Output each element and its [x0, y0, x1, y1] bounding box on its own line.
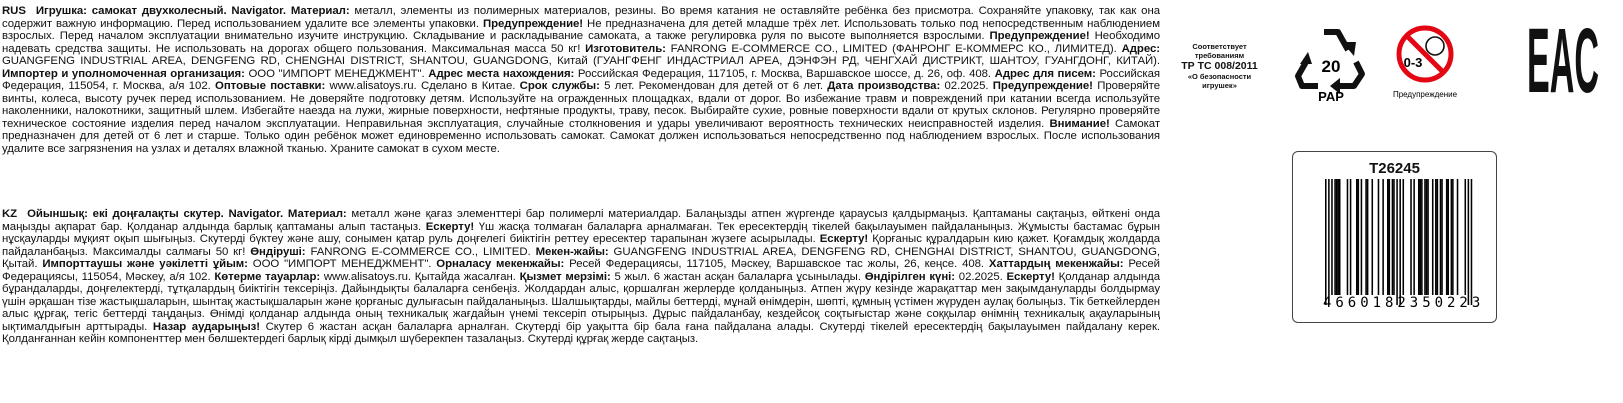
- barcode-bar: [1334, 179, 1336, 295]
- body-text: FANRONG E-COMMERCE CO., LIMITED (ФАНРОНГ Е-КОММЕРС КО., ЛИМИТЕД).: [665, 42, 1122, 55]
- recycling-code: PAP: [1318, 89, 1344, 104]
- barcode-bar: [1452, 179, 1454, 295]
- body-text: 5 жыл. 6 жастан асқан балаларға ұсынылады.: [610, 270, 865, 283]
- bold-heading: Импортер и уполномоченная организация:: [2, 67, 245, 80]
- article-number: T26245: [1369, 160, 1420, 177]
- barcode-bar: [1425, 179, 1427, 295]
- recycling-number: 20: [1321, 57, 1341, 76]
- bold-heading: Дата производства:: [827, 80, 941, 93]
- body-text: Қолданар алдында бұрандаларды, доңғелектерді, тұтқалардың биіктігін тексеріңіз. Дайындықты балаларға сенбеңіз. Жолдардан алыс, қоршалған жерлерде қолданыңыз. Атпен жүру кезінде жарақаттар мен зақымдануларды болдырмау үшін әрқашан тізе жастықшаларын, шынтақ жастықшаларын және қорғаныс дулығасын пайдаланыңыз. Шалшықтарды, майлы беттерді, мұнай өнімдерін, шөпті, құмның үстімен жүруден аулақ болыңыз. Тік беткейлерден алыс құрғақ, тегіс беттерді таңдаңыз. Өнімді қолданар алдында оның техникалық жағдайын үнемі тексеріп отырыңыз. Дұрыс пайдаланбау, кездейсоқ соқтығыстар және соққылар өнімнің техникалық ақауларының ықтималдығын арттырады.: [2, 270, 1161, 333]
- eac-mark-icon: [1527, 8, 1599, 112]
- barcode-bar: [1445, 179, 1447, 295]
- barcode-bar: [1337, 179, 1339, 295]
- certification-note: [1172, 42, 1267, 90]
- barcode-bar: [1410, 179, 1412, 295]
- barcode-bar: [1441, 179, 1443, 295]
- barcode-bar: [1464, 179, 1466, 295]
- barcode-bar: [1413, 179, 1415, 295]
- language-code: KZ: [2, 208, 18, 220]
- bold-heading: Назар аударыңыз!: [152, 320, 260, 333]
- cert-line-1: Соответствует требованиям: [1192, 42, 1247, 60]
- bold-heading: Ескерту!: [819, 233, 869, 246]
- barcode-bar: [1360, 179, 1362, 295]
- body-text: Российская Федерация, 115054, г. Москва, а/я 102.: [2, 67, 1160, 93]
- bold-heading: Орналасу мекенжайы:: [436, 258, 565, 271]
- barcode-label: [1292, 151, 1497, 323]
- body-text: Не предназначена для детей младше трёх лет. Использовать только под непосредственным наблюдением взрослых. Перед началом эксплуатации внимательно изучите инструкцию. Складывание и раскладывание самоката, а также регулировка руля по высоте выполняется взрослыми.: [2, 17, 1160, 43]
- barcode-bar: [1470, 179, 1472, 305]
- bold-heading: Өндіруші:: [250, 245, 306, 258]
- barcode-bar: [1424, 179, 1426, 295]
- body-text: www.alisatoys.ru. Сделано в Китае.: [325, 80, 520, 93]
- barcode-bar: [1427, 179, 1429, 295]
- bold-heading: Қызмет мерзімі:: [519, 270, 611, 283]
- body-text: Российская Федерация, 117105, г. Москва, Варшавское шоссе, д. 26, оф. 408.: [574, 67, 995, 80]
- body-text: Ресей Федерациясы, 115054, Мәскеу, а/я 102.: [2, 258, 1160, 283]
- body-text: ООО "ИМПОРТ МЕНЕДЖМЕНТ".: [247, 258, 437, 271]
- body-text: 02.2025.: [955, 270, 1007, 283]
- body-text: металл және қағаз элементтері бар полимерлі материалдар. Балаңызды атпен жүргенде қараусыз қалдырмаңыз. Қаптаманы сақтаңыз, өйткені онда маңызды ақпарат бар. Қолданар алдында барлық қаптаманы алып тастаңыз.: [2, 208, 1160, 233]
- bold-heading: Внимание!: [1049, 117, 1110, 130]
- russian-description: [2, 5, 1160, 156]
- eac-mark: EAC: [1527, 8, 1599, 112]
- body-text: металл, элементы из полимерных материалов, резины. Во время катания не оставляйте ребёнка без присмотра. Сохраняйте упаковку, так как она содержит важную информацию. Перед использованием удалите все элементы упаковки.: [2, 5, 1160, 30]
- barcode-bar: [1349, 179, 1351, 295]
- barcode: [1292, 151, 1497, 323]
- bold-heading: Предупреждение!: [992, 80, 1093, 93]
- body-text: 02.2025.: [940, 80, 993, 93]
- body-text: Самокат предназначен для детей от 6 лет и старше. Только один ребёнок может единовременно использовать самокат. Самокат должен использоваться непосредственно под наблюдением взрослых. После использования удалите все загрязнения на узлах и деталях влажной тканью. Храните самокат в сухом месте.: [2, 117, 1160, 156]
- language-code: RUS: [2, 5, 26, 17]
- child-face-icon: [1426, 37, 1444, 55]
- body-text: ООО "ИМПОРТ МЕНЕДЖМЕНТ".: [244, 67, 429, 80]
- barcode-bar: [1356, 179, 1358, 295]
- body-text: GUANGFENG INDUSTRIAL AREA, DENGFENG RD, CHENGHAI DISTRICT, SHANTOU, GUANGDONG, Қытай.: [2, 245, 1161, 271]
- body-text: Проверяйте винты, колеса, высоту ручек перед использованием. Не доверяйте подготовку детям. Используйте на огражденных площадках, вдали от дорог. Во избежание травм и повреждений при катании всегда используйте наколенники, налокотники, защитный шлем. Избегайте наезда на лужи, жирные поверхности, нефтяные продукты, траву, песок. Выбирайте сухие, ровные поверхности вдали от крутых склонов. Регулярно проверяйте техническое состояние изделия перед началом эксплуатации. Неправильная эксплуатация, случайные столкновения и удары увеличивают вероятность технических неисправностей изделия.: [2, 80, 1161, 130]
- barcode-bar: [1357, 179, 1359, 295]
- body-text: www.alisatoys.ru. Қытайда жасалған.: [320, 270, 520, 283]
- body-text: 5 лет. Рекомендован для детей от 6 лет.: [599, 80, 828, 93]
- bold-heading: Предупреждение!: [482, 17, 584, 30]
- barcode-bar: [1387, 179, 1389, 295]
- barcode-bar: [1393, 179, 1395, 295]
- kazakh-description: [2, 208, 1160, 346]
- age-warning-icon: [1385, 22, 1465, 102]
- body-text: GUANGFENG INDUSTRIAL AREA, DENGFENG RD, CHENGHAI DISTRICT, SHANTOU, GUANGDONG, Китай (ГУАНГФЕНГ ИНДАСТРИАЛ АРЕА, ДЭНФЭН РД, ЧЕНГХАЙ ДИСТРИКТ, ШАНТОУ, ГУАНГДОНГ, КИТАЙ).: [2, 55, 1160, 68]
- bold-heading: Адрес места нахождения:: [428, 67, 575, 80]
- bold-heading: Ойыншық: екі доңғалақты скутер. Navigator. Материал:: [27, 208, 347, 220]
- russian-text: [2, 5, 1160, 155]
- barcode-bar: [1382, 179, 1384, 295]
- barcode-bar: [1402, 179, 1404, 295]
- barcode-bar: [1431, 179, 1433, 295]
- bold-heading: Адрес:: [1121, 42, 1160, 55]
- barcode-bar: [1447, 179, 1449, 295]
- body-text: FANRONG E-COMMERCE CO., LIMITED.: [305, 245, 536, 258]
- body-text: Необходимо надевать средства защиты. Не использовать на дорогах общего пользования. Максимальная масса 50 кг!: [2, 30, 1160, 55]
- barcode-bar: [1436, 179, 1438, 295]
- bold-heading: Көтерме тауарлар:: [214, 270, 321, 283]
- bold-heading: Срок службы:: [519, 80, 600, 93]
- barcode-bar: [1377, 179, 1379, 295]
- barcode-bar: [1335, 179, 1337, 295]
- bold-heading: Импорттаушы және уәкілетті ұйым:: [42, 258, 248, 271]
- recycling-icon: [1296, 22, 1366, 102]
- age-range: 0-3: [1403, 55, 1423, 70]
- barcode-bar: [1439, 179, 1441, 295]
- barcode-digits: 4660182350223: [1322, 294, 1480, 311]
- bold-heading: Оптовые поставки:: [215, 80, 326, 93]
- barcode-bar: [1346, 179, 1348, 295]
- bold-heading: Адрес для писем:: [994, 67, 1096, 80]
- body-text: Ресей Федерациясы, 117105, Мәскеу, Варшавское тас жолы, 26, кеңсе. 408.: [564, 258, 989, 271]
- bold-heading: Предупреждение!: [989, 30, 1090, 43]
- body-text: Қорғаныс құралдарын кию қажет. Қоғамдық жолдарда пайдаланбаңыз. Максималды салмағы 50 кг!: [2, 233, 1160, 258]
- barcode-bar: [1396, 179, 1398, 305]
- bold-heading: Өндірілген күні:: [864, 270, 956, 283]
- barcode-bar: [1421, 179, 1423, 295]
- barcode-bar: [1328, 179, 1330, 305]
- bold-heading: Игрушка: самокат двухколесный. Navigator. Материал:: [35, 5, 350, 17]
- barcode-bar: [1467, 179, 1469, 305]
- barcode-bar: [1325, 179, 1327, 305]
- bold-heading: Изготовитель:: [585, 42, 666, 55]
- body-text: Үш жасқа толмаған балаларға арналмаған. Тек ересектердің тікелей бақылауымен пайдаланыңыз. Жұмысты бастамас бұрын нұсқауларды мұқият оқып шығыңыз. Скутерді бүктеу және ашу, сонымен қатар руль доңғелегі биіктігін реттеу ересектер тарапынан жүзеге асырылады.: [2, 220, 1160, 246]
- bold-heading: Ескерту!: [1006, 270, 1055, 283]
- warning-label: Предупреждение: [1392, 90, 1458, 99]
- cert-standard: ТР ТС 008/2011: [1181, 60, 1258, 72]
- barcode-bar: [1331, 179, 1333, 295]
- barcode-bar: [1419, 179, 1421, 295]
- barcode-bar: [1456, 179, 1458, 295]
- barcode-bar: [1418, 179, 1420, 295]
- barcode-bar: [1399, 179, 1401, 305]
- barcode-bar: [1366, 179, 1368, 295]
- bold-heading: Хаттардың мекенжайы:: [988, 258, 1124, 271]
- bold-heading: Мекен-жайы:: [535, 245, 609, 258]
- barcode-bar: [1365, 179, 1367, 295]
- bold-heading: Ескерту!: [425, 220, 475, 233]
- cert-line-3: «О безопасности игрушек»: [1187, 72, 1252, 90]
- barcode-bar: [1391, 179, 1393, 295]
- barcode-bar: [1388, 179, 1390, 295]
- barcode-bar: [1338, 179, 1340, 295]
- barcode-bar: [1435, 179, 1437, 295]
- kazakh-text: [2, 208, 1160, 345]
- body-text: Скутер 6 жастан асқан балаларға арналған. Скутерді бір уақытта бір бала ғана пайдалана алады. Скутерді тікелей ересектердің бақылауымен пайдалану керек. Қолданғаннан кейін компоненттер мен бөлшектердегі барлық кірді дымқыл шүберекпен тазалаңыз. Скутерді құрғақ жерде сақтаңыз.: [2, 320, 1160, 346]
- barcode-bar: [1371, 179, 1373, 295]
- barcode-bar: [1450, 179, 1452, 295]
